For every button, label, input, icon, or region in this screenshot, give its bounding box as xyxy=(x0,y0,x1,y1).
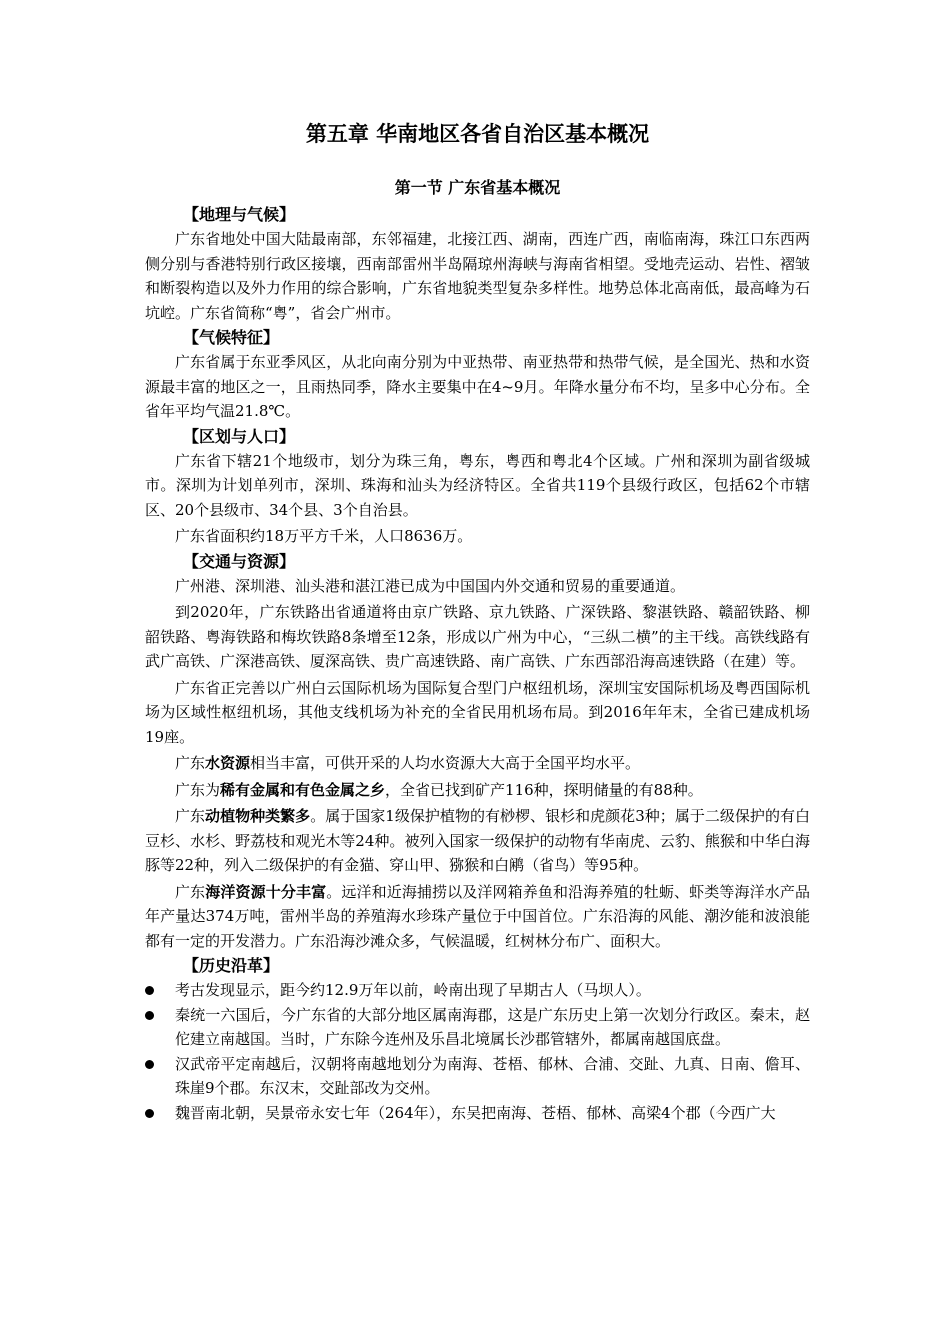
ocean-pre: 广东 xyxy=(175,882,206,901)
section-title: 第一节 广东省基本概况 xyxy=(394,178,561,197)
water-post: 相当丰富，可供开采的人均水资源大大高于全国平均水平。 xyxy=(250,754,641,772)
paragraph-transport-2: 到2020年，广东铁路出省通道将由京广铁路、京九铁路、广深铁路、黎湛铁路、赣韶铁路、柳韶铁路、粤海铁路和梅坎铁路8条增至12条，形成以广州为中心，“三纵二横”的主干线。高铁线路有武广高铁、广深港高铁、厦深高铁、贵广高速铁路、南广高铁、广东西部沿海高速铁路（在建）等。 xyxy=(145,603,810,670)
list-item xyxy=(145,1101,810,1126)
history-list xyxy=(145,978,810,1125)
paragraph-region-2: 广东省面积约18万平方千米，人口8636万。 xyxy=(175,527,473,545)
list-item xyxy=(145,978,810,1003)
bullet-icon xyxy=(145,1011,154,1020)
history-text: 魏晋南北朝，吴景帝永安七年（264年），东吴把南海、苍梧、郁林、高梁4个郡（今西广大 xyxy=(175,1103,776,1122)
list-item xyxy=(145,1052,810,1101)
water-bold: 水资源 xyxy=(205,754,251,772)
water-pre: 广东 xyxy=(175,754,206,772)
list-item xyxy=(145,1003,810,1052)
paragraph-water xyxy=(145,751,810,776)
paragraph-region-1: 广东省下辖21个地级市，划分为珠三角，粤东，粤西和粤北4个区域。广州和深圳为副省级城市。深圳为计划单列市，深圳、珠海和汕头为经济特区。全省共119个县级行政区，包括62个市辖区、20个县级市、34个县、3个自治县。 xyxy=(145,451,810,519)
paragraph-ocean xyxy=(145,880,810,954)
heading-transport-resources: 【交通与资源】 xyxy=(183,551,296,571)
flora-post: 。属于国家1级保护植物的有桫椤、银杉和虎颜花3种；属于二级保护的有白豆杉、水杉、野荔枝和观光木等24种。被列入国家一级保护的动物有华南虎、云豹、熊猴和中华白海豚等22种，列入二级保护的有金猫、穿山甲、猕猴和白鹇（省鸟）等95种。 xyxy=(145,807,810,874)
chapter-title: 第五章 华南地区各省自治区基本概况 xyxy=(305,122,650,146)
heading-climate: 【气候特征】 xyxy=(183,328,280,347)
ocean-bold: 海洋资源十分丰富 xyxy=(205,882,327,901)
metal-bold: 稀有金属和有色金属之乡 xyxy=(220,780,386,799)
bullet-icon xyxy=(145,986,154,995)
heading-geography: 【地理与气候】 xyxy=(183,205,296,224)
paragraph-flora-fauna xyxy=(145,804,810,878)
heading-region-population: 【区划与人口】 xyxy=(183,426,296,446)
bullet-icon xyxy=(145,1109,154,1118)
ocean-post: 。远洋和近海捕捞以及洋网箱养鱼和沿海养殖的牡蛎、虾类等海洋水产品年产量达374万吨，雷州半岛的养殖海水珍珠产量位于中国首位。广东沿海的风能、潮汐能和波浪能都有一定的开发潜力。广东沿海沙滩众多，气候温暖，红树林分布广、面积大。 xyxy=(145,882,810,950)
history-text: 汉武帝平定南越后，汉朝将南越地划分为南海、苍梧、郁林、合浦、交趾、九真、日南、儋耳、珠崖9个郡。东汉末，交趾部改为交州。 xyxy=(175,1054,810,1097)
paragraph-transport-1: 广州港、深圳港、汕头港和湛江港已成为中国国内外交通和贸易的重要通道。 xyxy=(175,576,686,595)
paragraph-transport-3: 广东省正完善以广州白云国际机场为国际复合型门户枢纽机场，深圳宝安国际机场及粤西国际机场为区域性枢纽机场，其他支线机场为补充的全省民用机场布局。到2016年年末，全省已建成机场19座。 xyxy=(145,678,810,746)
flora-pre: 广东 xyxy=(175,807,206,825)
paragraph-metal xyxy=(145,778,810,803)
metal-post: ，全省已找到矿产116种，探明储量的有88种。 xyxy=(385,780,703,799)
history-text: 秦统一六国后，今广东省的大部分地区属南海郡，这是广东历史上第一次划分行政区。秦末，赵佗建立南越国。当时，广东除今连州及乐昌北境属长沙郡管辖外，都属南越国底盘。 xyxy=(175,1005,810,1048)
paragraph-geography: 广东省地处中国大陆最南部，东邻福建，北接江西、湖南，西连广西，南临南海，珠江口东西两侧分别与香港特别行政区接壤，西南部雷州半岛隔琼州海峡与海南省相望。受地壳运动、岩性、褶皱和断裂构造以及外力作用的综合影响，广东省地貌类型复杂多样性。地势总体北高南低，最高峰为石坑崆。广东省简称“粤”，省会广州市。 xyxy=(145,230,810,322)
history-text: 考古发现显示，距今约12.9万年以前，岭南出现了早期古人（马坝人）。 xyxy=(175,981,651,999)
flora-bold: 动植物种类繁多 xyxy=(205,807,311,825)
page-content xyxy=(145,118,810,1125)
metal-pre: 广东为 xyxy=(175,780,221,799)
heading-history: 【历史沿革】 xyxy=(183,956,280,975)
bullet-icon xyxy=(145,1060,154,1069)
paragraph-climate: 广东省属于东亚季风区，从北向南分别为中亚热带、南亚热带和热带气候，是全国光、热和水资源最丰富的地区之一，且雨热同季，降水主要集中在4~9月。年降水量分布不均，呈多中心分布。全省年平均气温21.8℃。 xyxy=(145,353,810,420)
